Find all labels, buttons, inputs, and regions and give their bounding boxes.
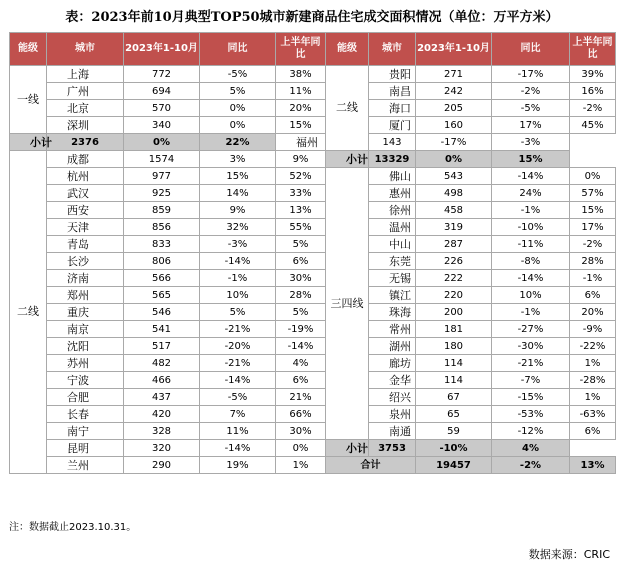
- city-cell: 长沙: [47, 253, 124, 270]
- header-cell: 上半年同比: [276, 33, 326, 66]
- value-cell: 181: [416, 321, 492, 338]
- header-cell: 城市: [47, 33, 124, 66]
- value-cell: 66%: [276, 406, 326, 423]
- city-cell: 青岛: [47, 236, 124, 253]
- subtotal-cell: 小计: [326, 440, 369, 457]
- value-cell: 340: [124, 117, 200, 134]
- table-row: [10, 440, 616, 457]
- value-cell: 11%: [276, 83, 326, 100]
- value-cell: 59: [416, 423, 492, 440]
- value-cell: 3%: [200, 151, 276, 168]
- value-cell: -2%: [570, 236, 616, 253]
- value-cell: -1%: [492, 304, 570, 321]
- value-cell: -28%: [570, 372, 616, 389]
- city-cell: 北京: [47, 100, 124, 117]
- city-cell: 济南: [47, 270, 124, 287]
- value-cell: 0%: [200, 100, 276, 117]
- city-cell: 合肥: [47, 389, 124, 406]
- table-row: [10, 253, 616, 270]
- table-row: [10, 389, 616, 406]
- value-cell: -22%: [570, 338, 616, 355]
- value-cell: 14%: [200, 185, 276, 202]
- city-cell: 广州: [47, 83, 124, 100]
- header-cell: 能级: [326, 33, 369, 66]
- value-cell: 517: [124, 338, 200, 355]
- value-cell: 15%: [200, 168, 276, 185]
- value-cell: -5%: [200, 389, 276, 406]
- value-cell: 16%: [570, 83, 616, 100]
- value-cell: 17%: [570, 219, 616, 236]
- value-cell: 833: [124, 236, 200, 253]
- table-row: [10, 185, 616, 202]
- value-cell: 30%: [276, 270, 326, 287]
- value-cell: 67: [416, 389, 492, 406]
- value-cell: -1%: [492, 202, 570, 219]
- value-cell: 541: [124, 321, 200, 338]
- value-cell: 6%: [276, 372, 326, 389]
- table-row: [10, 117, 616, 134]
- value-cell: -21%: [200, 321, 276, 338]
- table-row: [10, 100, 616, 117]
- value-cell: -3%: [492, 134, 570, 151]
- value-cell: -3%: [200, 236, 276, 253]
- value-cell: 9%: [276, 151, 326, 168]
- value-cell: 200: [416, 304, 492, 321]
- table-title: 表：2023年前10月典型TOP50城市新建商品住宅成交面积情况（单位：万平方米）: [65, 10, 559, 25]
- value-cell: 0%: [570, 168, 616, 185]
- value-cell: 13%: [276, 202, 326, 219]
- city-cell: 武汉: [47, 185, 124, 202]
- city-cell: 中山: [369, 236, 416, 253]
- table-row: [10, 219, 616, 236]
- value-cell: -12%: [492, 423, 570, 440]
- value-cell: 4%: [276, 355, 326, 372]
- city-cell: 杭州: [47, 168, 124, 185]
- subtotal-cell: 小计: [10, 134, 47, 151]
- subtotal-cell: 3753: [369, 440, 416, 457]
- city-cell: 徐州: [369, 202, 416, 219]
- header-cell: 能级: [10, 33, 47, 66]
- subtotal-cell: 22%: [200, 134, 276, 151]
- city-cell: 佛山: [369, 168, 416, 185]
- value-cell: 5%: [276, 236, 326, 253]
- value-cell: 55%: [276, 219, 326, 236]
- value-cell: 20%: [276, 100, 326, 117]
- value-cell: 180: [416, 338, 492, 355]
- value-cell: 328: [124, 423, 200, 440]
- city-cell: 南京: [47, 321, 124, 338]
- value-cell: 694: [124, 83, 200, 100]
- city-cell: 珠海: [369, 304, 416, 321]
- subtotal-cell: 4%: [492, 440, 570, 457]
- city-cell: 南通: [369, 423, 416, 440]
- city-cell: 南昌: [369, 83, 416, 100]
- city-cell: 南宁: [47, 423, 124, 440]
- value-cell: 45%: [570, 117, 616, 134]
- value-cell: 287: [416, 236, 492, 253]
- header-cell: 2023年1-10月: [124, 33, 200, 66]
- value-cell: -14%: [276, 338, 326, 355]
- header-cell: 上半年同比: [570, 33, 616, 66]
- value-cell: 143: [369, 134, 416, 151]
- value-cell: 20%: [570, 304, 616, 321]
- value-cell: 205: [416, 100, 492, 117]
- value-cell: 437: [124, 389, 200, 406]
- value-cell: 420: [124, 406, 200, 423]
- city-cell: 深圳: [47, 117, 124, 134]
- city-cell: 镇江: [369, 287, 416, 304]
- value-cell: 242: [416, 83, 492, 100]
- value-cell: -14%: [200, 372, 276, 389]
- table-row: [10, 406, 616, 423]
- value-cell: 5%: [200, 83, 276, 100]
- tier-cell: 二线: [10, 151, 47, 474]
- value-cell: -21%: [492, 355, 570, 372]
- subtotal-cell: -10%: [416, 440, 492, 457]
- value-cell: 21%: [276, 389, 326, 406]
- table-row: [10, 287, 616, 304]
- header-cell: 2023年1-10月: [416, 33, 492, 66]
- value-cell: 566: [124, 270, 200, 287]
- total-cell: 13%: [570, 457, 616, 474]
- value-cell: -14%: [200, 253, 276, 270]
- value-cell: 7%: [200, 406, 276, 423]
- value-cell: 1%: [276, 457, 326, 474]
- city-cell: 东莞: [369, 253, 416, 270]
- value-cell: 6%: [570, 287, 616, 304]
- data-source: 数据来源：CRIC: [528, 548, 610, 561]
- city-cell: 郑州: [47, 287, 124, 304]
- value-cell: 772: [124, 66, 200, 83]
- value-cell: -30%: [492, 338, 570, 355]
- transaction-area-table: [9, 32, 616, 474]
- value-cell: -17%: [416, 134, 492, 151]
- value-cell: -20%: [200, 338, 276, 355]
- value-cell: 5%: [200, 304, 276, 321]
- value-cell: -27%: [492, 321, 570, 338]
- city-cell: 海口: [369, 100, 416, 117]
- value-cell: 32%: [200, 219, 276, 236]
- city-cell: 宁波: [47, 372, 124, 389]
- value-cell: -2%: [570, 100, 616, 117]
- header-cell: 城市: [369, 33, 416, 66]
- city-cell: 贵阳: [369, 66, 416, 83]
- city-cell: 苏州: [47, 355, 124, 372]
- table-row: [10, 355, 616, 372]
- value-cell: -21%: [200, 355, 276, 372]
- value-cell: 15%: [570, 202, 616, 219]
- table-row: [10, 83, 616, 100]
- value-cell: 65: [416, 406, 492, 423]
- value-cell: 570: [124, 100, 200, 117]
- value-cell: 546: [124, 304, 200, 321]
- subtotal-cell: 15%: [492, 151, 570, 168]
- value-cell: 114: [416, 372, 492, 389]
- city-cell: 天津: [47, 219, 124, 236]
- city-cell: 惠州: [369, 185, 416, 202]
- value-cell: 24%: [492, 185, 570, 202]
- table-row: [10, 372, 616, 389]
- table-row: [10, 457, 616, 474]
- value-cell: 1%: [570, 355, 616, 372]
- value-cell: -8%: [492, 253, 570, 270]
- value-cell: 19%: [200, 457, 276, 474]
- table-row: [10, 202, 616, 219]
- city-cell: 绍兴: [369, 389, 416, 406]
- city-cell: 长春: [47, 406, 124, 423]
- value-cell: 290: [124, 457, 200, 474]
- value-cell: 9%: [200, 202, 276, 219]
- value-cell: 320: [124, 440, 200, 457]
- value-cell: 226: [416, 253, 492, 270]
- value-cell: 977: [124, 168, 200, 185]
- total-cell: 19457: [416, 457, 492, 474]
- value-cell: -15%: [492, 389, 570, 406]
- table-row: [10, 168, 616, 185]
- value-cell: 1%: [570, 389, 616, 406]
- city-cell: 上海: [47, 66, 124, 83]
- subtotal-cell: 小计: [326, 151, 369, 168]
- table-row: [10, 321, 616, 338]
- city-cell: 金华: [369, 372, 416, 389]
- total-cell: -2%: [492, 457, 570, 474]
- value-cell: 859: [124, 202, 200, 219]
- header-cell: 同比: [200, 33, 276, 66]
- value-cell: 33%: [276, 185, 326, 202]
- city-cell: 无锡: [369, 270, 416, 287]
- subtotal-cell: 0%: [416, 151, 492, 168]
- value-cell: -1%: [200, 270, 276, 287]
- city-cell: 西安: [47, 202, 124, 219]
- table-row: [10, 270, 616, 287]
- value-cell: 6%: [570, 423, 616, 440]
- value-cell: 28%: [276, 287, 326, 304]
- value-cell: -63%: [570, 406, 616, 423]
- value-cell: 5%: [276, 304, 326, 321]
- value-cell: 543: [416, 168, 492, 185]
- table-row: [10, 151, 616, 168]
- city-cell: 昆明: [47, 440, 124, 457]
- tier-cell: 二线: [326, 66, 369, 151]
- table-row: [10, 304, 616, 321]
- value-cell: 319: [416, 219, 492, 236]
- city-cell: 沈阳: [47, 338, 124, 355]
- value-cell: -5%: [492, 100, 570, 117]
- value-cell: 271: [416, 66, 492, 83]
- city-cell: 厦门: [369, 117, 416, 134]
- header-cell: 同比: [492, 33, 570, 66]
- value-cell: 925: [124, 185, 200, 202]
- value-cell: -5%: [200, 66, 276, 83]
- tier-cell: 三四线: [326, 168, 369, 440]
- value-cell: 15%: [276, 117, 326, 134]
- city-cell: 湖州: [369, 338, 416, 355]
- value-cell: 458: [416, 202, 492, 219]
- tier-cell: 一线: [10, 66, 47, 134]
- value-cell: -9%: [570, 321, 616, 338]
- value-cell: 39%: [570, 66, 616, 83]
- value-cell: 1574: [124, 151, 200, 168]
- value-cell: 806: [124, 253, 200, 270]
- value-cell: -2%: [492, 83, 570, 100]
- value-cell: -14%: [492, 270, 570, 287]
- city-cell: 重庆: [47, 304, 124, 321]
- value-cell: -11%: [492, 236, 570, 253]
- table-row: [10, 338, 616, 355]
- value-cell: 17%: [492, 117, 570, 134]
- value-cell: 160: [416, 117, 492, 134]
- value-cell: 220: [416, 287, 492, 304]
- value-cell: 222: [416, 270, 492, 287]
- value-cell: -14%: [492, 168, 570, 185]
- city-cell: 廊坊: [369, 355, 416, 372]
- table-row: [10, 236, 616, 253]
- value-cell: 0%: [200, 117, 276, 134]
- value-cell: 10%: [492, 287, 570, 304]
- table-row: [10, 423, 616, 440]
- value-cell: 565: [124, 287, 200, 304]
- value-cell: 30%: [276, 423, 326, 440]
- value-cell: 28%: [570, 253, 616, 270]
- value-cell: 856: [124, 219, 200, 236]
- value-cell: -19%: [276, 321, 326, 338]
- city-cell: 温州: [369, 219, 416, 236]
- subtotal-cell: 0%: [124, 134, 200, 151]
- city-cell: 常州: [369, 321, 416, 338]
- subtotal-cell: 2376: [47, 134, 124, 151]
- value-cell: 498: [416, 185, 492, 202]
- value-cell: 6%: [276, 253, 326, 270]
- value-cell: -7%: [492, 372, 570, 389]
- value-cell: -1%: [570, 270, 616, 287]
- value-cell: 482: [124, 355, 200, 372]
- footnote: 注：数据截止2023.10.31。: [9, 522, 137, 533]
- table-row: [10, 134, 616, 151]
- value-cell: 38%: [276, 66, 326, 83]
- value-cell: 57%: [570, 185, 616, 202]
- city-cell: 福州: [276, 134, 326, 151]
- city-cell: 兰州: [47, 457, 124, 474]
- header-row: [10, 33, 616, 66]
- value-cell: -17%: [492, 66, 570, 83]
- value-cell: 11%: [200, 423, 276, 440]
- table-row: [10, 66, 616, 83]
- value-cell: 114: [416, 355, 492, 372]
- value-cell: 0%: [276, 440, 326, 457]
- value-cell: -53%: [492, 406, 570, 423]
- value-cell: -10%: [492, 219, 570, 236]
- value-cell: 466: [124, 372, 200, 389]
- city-cell: 成都: [47, 151, 124, 168]
- subtotal-cell: 13329: [369, 151, 416, 168]
- value-cell: -14%: [200, 440, 276, 457]
- total-label: 合计: [326, 457, 416, 474]
- city-cell: 泉州: [369, 406, 416, 423]
- value-cell: 10%: [200, 287, 276, 304]
- value-cell: 52%: [276, 168, 326, 185]
